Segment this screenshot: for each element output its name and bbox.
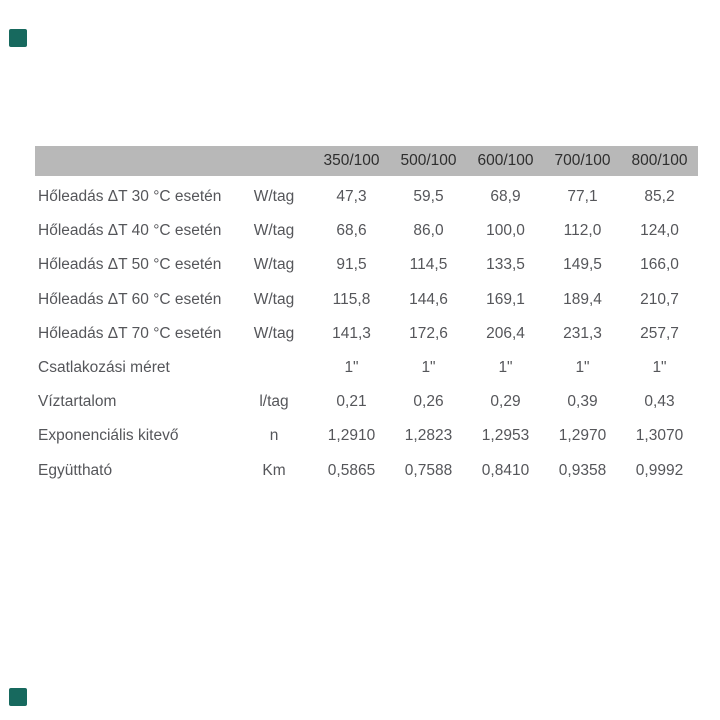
value-cell: 47,3: [336, 188, 367, 206]
value-cell: 0,26: [413, 393, 444, 411]
value-cell: 59,5: [413, 188, 444, 206]
row-unit: Km: [262, 461, 286, 479]
value-cell: 77,1: [567, 188, 598, 206]
value-cell: 0,8410: [481, 461, 530, 479]
row-unit: l/tag: [259, 393, 289, 411]
value-cell: 1,2970: [558, 427, 607, 445]
value-cell: 0,43: [644, 393, 675, 411]
value-cell: 1,2910: [327, 427, 376, 445]
table-row: [35, 419, 698, 453]
header-label-spacer: [35, 146, 235, 180]
value-cell: 1,2953: [481, 427, 530, 445]
row-unit: [235, 351, 313, 385]
value-cell: 1": [575, 359, 590, 377]
column-header: 800/100: [621, 146, 698, 180]
table-row: [35, 385, 698, 419]
table-row: [35, 180, 698, 214]
value-cell: 112,0: [563, 222, 602, 240]
corner-marker-icon: [9, 29, 27, 47]
value-cell: 115,8: [332, 290, 371, 308]
table-row: [35, 351, 698, 385]
value-cell: 91,5: [336, 256, 367, 274]
value-cell: 257,7: [640, 324, 679, 342]
value-cell: 166,0: [640, 256, 679, 274]
corner-marker-icon: [9, 688, 27, 706]
header-unit-spacer: [235, 146, 313, 180]
value-cell: 141,3: [332, 324, 371, 342]
value-cell: 0,5865: [327, 461, 376, 479]
value-cell: 169,1: [486, 290, 525, 308]
value-cell: 144,6: [409, 290, 448, 308]
row-label: Hőleadás ΔT 70 °C esetén: [38, 324, 222, 342]
table-row: [35, 454, 698, 488]
value-cell: 1": [652, 359, 667, 377]
row-label: Exponenciális kitevő: [38, 427, 179, 445]
table-row: [35, 317, 698, 351]
row-label: Hőleadás ΔT 50 °C esetén: [38, 256, 222, 274]
value-cell: 1,2823: [404, 427, 453, 445]
column-header: 350/100: [313, 146, 390, 180]
value-cell: 0,39: [567, 393, 598, 411]
row-unit: W/tag: [253, 222, 295, 240]
value-cell: 231,3: [563, 324, 602, 342]
spec-table-container: [35, 146, 698, 488]
value-cell: 0,21: [336, 393, 367, 411]
row-label: Víztartalom: [38, 393, 117, 411]
row-unit: W/tag: [253, 324, 295, 342]
value-cell: 210,7: [640, 290, 679, 308]
value-cell: 172,6: [409, 324, 448, 342]
table-body: [35, 180, 698, 488]
value-cell: 0,7588: [404, 461, 453, 479]
column-header: 500/100: [390, 146, 467, 180]
value-cell: 0,9358: [558, 461, 607, 479]
row-unit: W/tag: [253, 256, 295, 274]
value-cell: 100,0: [486, 222, 525, 240]
value-cell: 189,4: [563, 290, 602, 308]
column-header: 600/100: [467, 146, 544, 180]
value-cell: 124,0: [640, 222, 679, 240]
row-unit: W/tag: [253, 290, 295, 308]
value-cell: 68,6: [336, 222, 367, 240]
value-cell: 206,4: [486, 324, 525, 342]
table-row: [35, 283, 698, 317]
value-cell: 68,9: [490, 188, 521, 206]
value-cell: 85,2: [644, 188, 675, 206]
value-cell: 0,29: [490, 393, 521, 411]
row-unit: W/tag: [253, 188, 295, 206]
table-row: [35, 248, 698, 282]
row-label: Együttható: [38, 461, 113, 479]
value-cell: 1": [498, 359, 513, 377]
value-cell: 149,5: [563, 256, 602, 274]
column-header: 700/100: [544, 146, 621, 180]
table-row: [35, 214, 698, 248]
value-cell: 1": [344, 359, 359, 377]
value-cell: 133,5: [486, 256, 525, 274]
table-header-row: [35, 146, 698, 180]
value-cell: 0,9992: [635, 461, 684, 479]
row-unit: n: [269, 427, 279, 445]
value-cell: 86,0: [413, 222, 444, 240]
value-cell: 1": [421, 359, 436, 377]
row-label: Hőleadás ΔT 40 °C esetén: [38, 222, 222, 240]
value-cell: 114,5: [409, 256, 448, 274]
value-cell: 1,3070: [635, 427, 684, 445]
spec-table: [35, 146, 698, 488]
row-label: Hőleadás ΔT 60 °C esetén: [38, 290, 222, 308]
row-label: Csatlakozási méret: [38, 359, 170, 377]
row-label: Hőleadás ΔT 30 °C esetén: [38, 188, 222, 206]
